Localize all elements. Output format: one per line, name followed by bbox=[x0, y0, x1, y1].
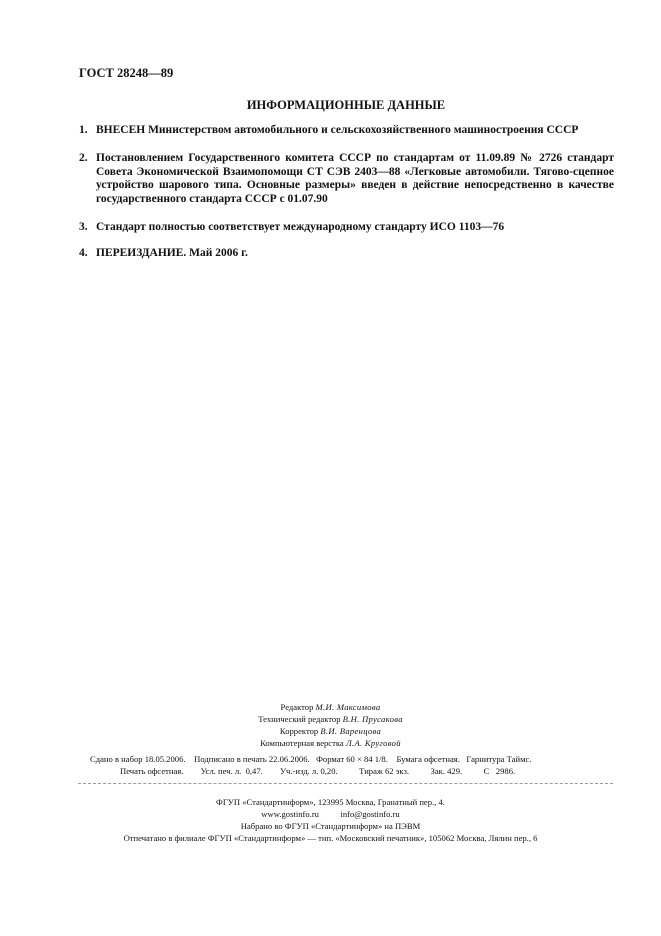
item-text: Постановлением Государственного комитета СССР по стандартам от 11.09.89 № 2726 стандарт Совета Экономической Взаимопомощи СТ СЭВ 2403—88 «Легковые автомобили. Тягово-сцепное устройство шарового типа. Основные размеры» введен в действие непосредственно в качестве государственного стандарта СССР с 01.07.90 bbox=[96, 152, 614, 205]
info-item bbox=[79, 247, 614, 261]
editor-name: М.И. Максимова bbox=[315, 702, 381, 712]
tech-editor-name: В.Н. Прусакова bbox=[342, 714, 403, 724]
tech-editor-label: Технический редактор bbox=[258, 714, 343, 724]
item-number: 3. bbox=[79, 221, 88, 233]
email-link[interactable]: info@gostinfo.ru bbox=[340, 809, 400, 819]
item-number: 2. bbox=[79, 152, 88, 164]
typeset-line: Набрано во ФГУП «Стандартинформ» на ПЭВМ bbox=[240, 821, 421, 831]
imprint-block bbox=[0, 796, 661, 844]
layout-line bbox=[0, 737, 661, 749]
publisher-address: ФГУП «Стандартинформ», 123995 Москва, Гранатный пер., 4. bbox=[216, 797, 445, 807]
info-item bbox=[79, 221, 614, 235]
contacts-line bbox=[0, 808, 661, 820]
document-code: ГОСТ 28248—89 bbox=[79, 66, 174, 80]
layout-name: Л.А. Круговой bbox=[345, 738, 401, 748]
item-text: Стандарт полностью соответствует международному стандарту ИСО 1103—76 bbox=[96, 221, 505, 233]
credits-block bbox=[0, 701, 661, 749]
info-item bbox=[79, 124, 614, 138]
publishing-info-line: Печать офсетная. Усл. печ. л. 0,47. Уч.-изд. л. 0,20. Тираж 62 экз. Зак. 429. С 2986. bbox=[120, 766, 516, 776]
item-text: ПЕРЕИЗДАНИЕ. Май 2006 г. bbox=[96, 247, 248, 259]
corrector-name: В.И. Варенцова bbox=[320, 726, 382, 736]
layout-label: Компьютерная верстка bbox=[260, 738, 346, 748]
section-heading: ИНФОРМАЦИОННЫЕ ДАННЫЕ bbox=[246, 98, 446, 112]
item-text: ВНЕСЕН Министерством автомобильного и сельскохозяйственного машиностроения СССР bbox=[96, 124, 579, 136]
editor-line bbox=[0, 701, 661, 713]
item-number: 4. bbox=[79, 247, 88, 259]
item-number: 1. bbox=[79, 124, 88, 136]
corrector-line bbox=[0, 725, 661, 737]
printed-line: Отпечатано в филиале ФГУП «Стандартинформ» — тип. «Московский печатник», 105062 Москва, Лялин пер., 6 bbox=[123, 833, 538, 843]
info-item bbox=[79, 152, 614, 206]
editor-label: Редактор bbox=[280, 702, 316, 712]
corrector-label: Корректор bbox=[279, 726, 321, 736]
divider bbox=[78, 783, 613, 784]
publishing-info-line: Сдано в набор 18.05.2006. Подписано в печать 22.06.2006. Формат 60 × 84 1/8. Бумага офсетная. Гарнитура Таймс. bbox=[90, 754, 532, 764]
website-link[interactable]: www.gostinfo.ru bbox=[261, 809, 319, 819]
tech-editor-line bbox=[0, 713, 661, 725]
